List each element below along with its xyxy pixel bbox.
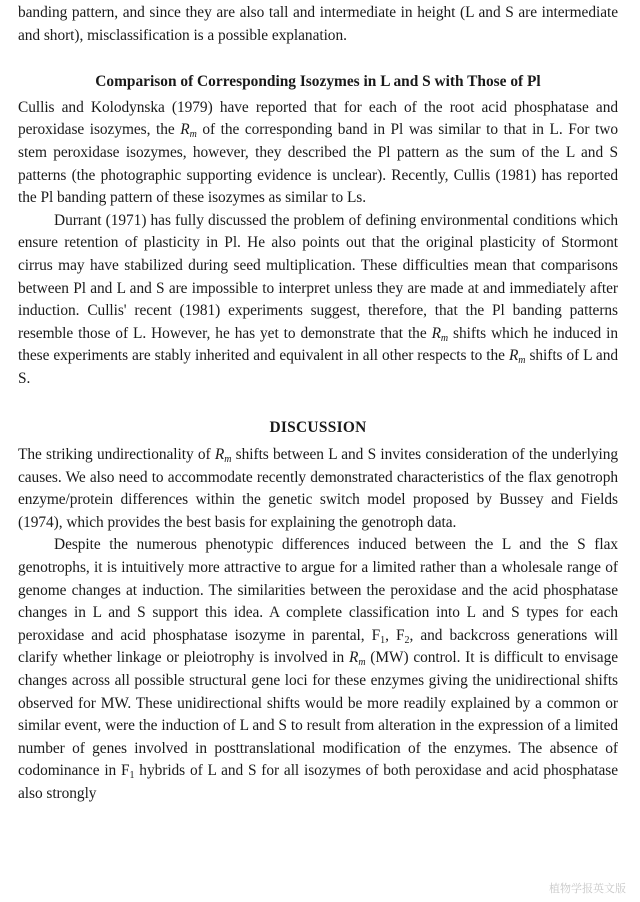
rm-symbol: $R_m$ — [180, 121, 197, 141]
watermark-logo: 植物学报英文版 — [549, 882, 626, 895]
rm-symbol: $R_m$ — [348, 649, 366, 669]
section-heading-discussion: DISCUSSION — [269, 418, 367, 436]
rm-symbol: $R_m$ — [214, 446, 232, 466]
paragraph-undirectionality: The striking undirectionality of $R_m$ shifts between L and S invites consideration of the underlying causes. We also need to accommodate recently demonstrated characteristics of the flax genotroph enzyme/protein differences within the genetic switch model proposed by Bussey and Fields (1974), which provides the best basis for explaining the genotroph data. — [18, 446, 618, 531]
rm-symbol: $R_m$ — [508, 347, 526, 367]
paragraph-durrant: Durrant (1971) has fully discussed the problem of defining environmental conditions which ensure retention of plasticity in Pl. He also points out that the original plasticity of Stormont cirrus may have stabilized during seed multiplication. These difficulties mean that comparisons between Pl and L and S are impossible to interpret unless they are made at and immediately after induction. Cullis' recent (1981) experiments suggest, therefore, that the Pl banding patterns resemble those of L. However, he has yet to demonstrate that the $R_m$ shifts which he induced in these experiments are stably inherited and equivalent in all other respects to the $R_m$ shifts of L and S. — [18, 211, 618, 387]
intro-paragraph: banding pattern, and since they are also tall and intermediate in height (L and S are intermediate and short), misclassification is a possible explanation. — [18, 4, 618, 44]
rm-symbol: $R_m$ — [431, 324, 449, 344]
paper-page — [0, 2, 640, 902]
section-heading-comparison: Comparison of Corresponding Isozymes in L and S with Those of Pl — [95, 73, 541, 91]
paragraph-cullis-kolodynska: Cullis and Kolodynska (1979) have reported that for each of the root acid phosphatase and peroxidase isozymes, the $R_m$ of the corresponding band in Pl was similar to that in L. For two stem peroxidase isozymes, however, they described the Pl pattern as the sum of the L and S patterns (the photographic supporting evidence is unclear). Recently, Cullis (1981) has reported the Pl banding pattern of these isozymes as similar to Ls. — [18, 98, 618, 207]
paragraph-phenotypic-differences: Despite the numerous phenotypic differences induced between the L and the S flax genotrophs, it is intuitively more attractive to argue for a limited rather than a wholesale range of genome changes at induction. The similarities between the peroxidase and the acid phosphatase changes in L and S support this idea. A complete classification into L and S types for each peroxidase and acid phosphatase isozyme in parental, $F_1$, $F_2$, and backcross generations will clarify whether linkage or pleiotrophy is involved in $R_m$ (MW) control. It is difficult to envisage changes across all possible structural gene loci for these enzymes giving the unidirectional shifts observed for MW. These unidirectional shifts would be more readily explained by a common or similar event, were the induction of L and S to result from alteration in the expression of a limited number of genes involved in posttranslational modification of the enzymes. The absence of codominance in $F_1$ hybrids of L and S for all isozymes of both peroxidase and acid phosphatase also strongly — [18, 536, 618, 802]
